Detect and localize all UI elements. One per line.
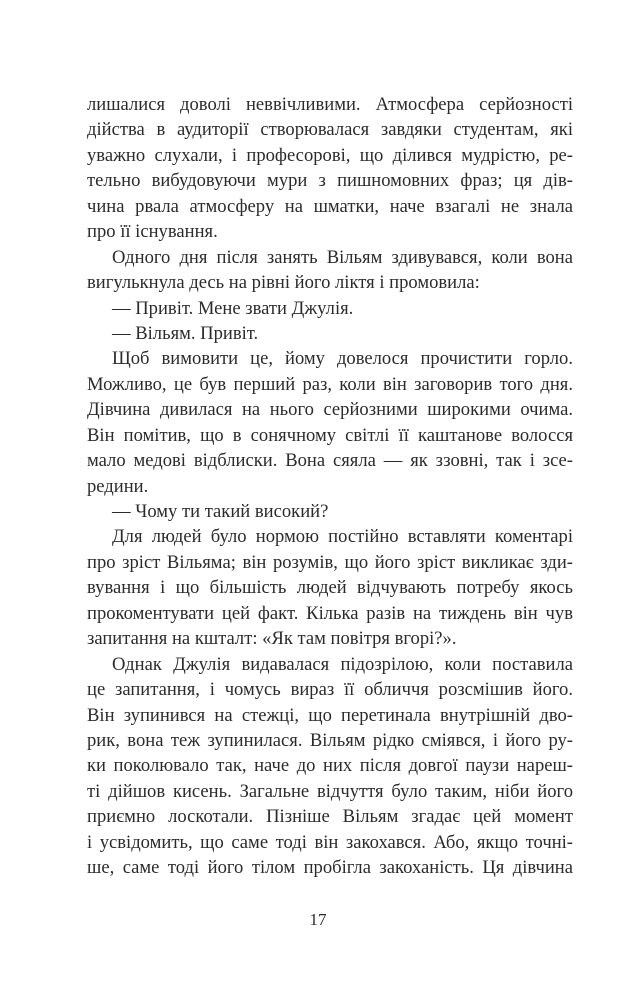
- text-line: вигулькнула десь на рівні його ліктя і промовила:: [87, 272, 480, 294]
- dialogue-line: — Вільям. Привіт.: [112, 322, 259, 344]
- text-line: прокоментувати цей факт. Кілька разів на тиждень він чув: [87, 602, 573, 624]
- text-line: тельно вибудовуючи мури з пишномовних фраз; ця дів-: [87, 170, 573, 192]
- text-line: це запитання, і чомусь вираз її обличчя розсмішив його.: [87, 679, 573, 701]
- text-line: редини.: [87, 475, 149, 497]
- text-line: запитання на кшталт: «Як там повітря вгорі?».: [87, 628, 457, 650]
- text-line: приємно лоскотали. Пізніше Вільям згадає цей момент: [87, 806, 573, 828]
- text-line: ше, саме тоді його тілом пробігла закоханість. Ця дівчина: [87, 857, 573, 879]
- text-line: уважно слухали, і професорові, що ділився мудрістю, ре-: [87, 144, 573, 166]
- text-line: Дівчина дивилася на нього серйозними широкими очима.: [87, 399, 573, 421]
- text-line: і усвідомить, що саме тоді він закохався. Або, якщо точні-: [87, 831, 573, 853]
- text-line: лишалися доволі неввічливими. Атмосфера серйозності: [87, 94, 573, 115]
- text-line: Одного дня після занять Вільям здивувався, коли вона: [112, 246, 573, 268]
- text-line: мало медові відблиски. Вона сяяла — як ззовні, так і зсе-: [87, 450, 573, 472]
- text-line: про її існування.: [87, 221, 218, 243]
- text-line: дійства в аудиторії створювалася завдяки студентам, які: [87, 119, 573, 141]
- text-line: вування і що більшість людей відчувають потребу якось: [87, 577, 573, 599]
- text-line: чина рвала атмосферу на шматки, наче взагалі не знала: [87, 195, 573, 217]
- text-line: ті дійшов кисень. Загальне відчуття було таким, ніби його: [87, 780, 573, 802]
- text-line: Він помітив, що в сонячному світлі її каштанове волосся: [87, 424, 573, 446]
- text-line: про зріст Вільяма; він розумів, що його зріст викликає зди-: [87, 551, 573, 573]
- dialogue-line: — Чому ти такий високий?: [112, 501, 329, 522]
- text-line: Він зупинився на стежці, що перетинала внутрішній дво-: [87, 704, 573, 726]
- dialogue-line: — Привіт. Мене звати Джулія.: [112, 297, 354, 319]
- text-line: рик, вона теж зупинилася. Вільям рідко сміявся, і його ру-: [87, 729, 573, 751]
- text-line: Можливо, це був перший раз, коли він заговорив того дня.: [87, 373, 573, 395]
- page-number: 17: [309, 910, 327, 929]
- text-line: Однак Джулія видавалася підозрілою, коли поставила: [112, 653, 573, 675]
- text-line: ки поколювало так, наче до них після довгої паузи нареш-: [87, 755, 573, 777]
- text-line: Щоб вимовити це, йому довелося прочистити горло.: [112, 348, 573, 370]
- text-line: Для людей було нормою постійно вставляти коментарі: [112, 526, 573, 548]
- book-page-body: [87, 92, 573, 881]
